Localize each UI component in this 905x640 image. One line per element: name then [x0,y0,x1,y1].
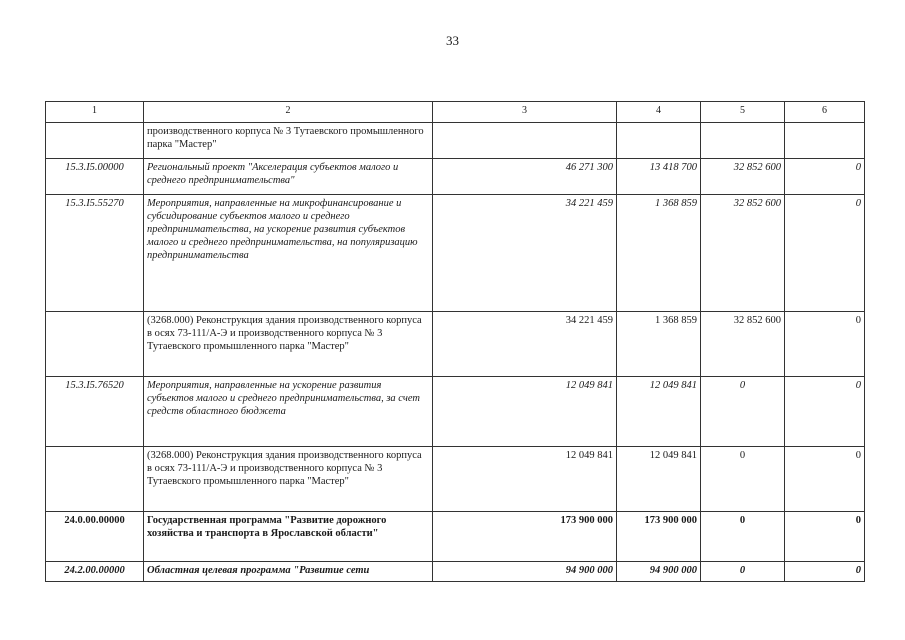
row-code: 24.0.00.00000 [46,512,144,562]
row-value-col4: 94 900 000 [617,562,701,582]
row-description: (3268.000) Реконструкция здания производственного корпуса в осях 73-111/А-Э и производственного корпуса № 3 Тутаевского промышленного парка "Мастер" [144,447,433,512]
row-value-col5: 32 852 600 [701,159,785,195]
row-code [46,312,144,377]
row-value-col5: 0 [701,447,785,512]
row-value-col5: 32 852 600 [701,195,785,312]
row-code: 24.2.00.00000 [46,562,144,582]
row-code [46,447,144,512]
row-value-col4: 1 368 859 [617,195,701,312]
row-value-col6 [785,123,865,159]
row-value-col5: 0 [701,377,785,447]
row-value-col6: 0 [785,512,865,562]
row-code: 15.3.I5.00000 [46,159,144,195]
row-value-col3: 46 271 300 [433,159,617,195]
table-row [46,195,865,312]
row-value-col6: 0 [785,159,865,195]
row-value-col5: 32 852 600 [701,312,785,377]
column-header: 4 [617,102,701,123]
table-row [46,377,865,447]
table-row [46,123,865,159]
row-code: 15.3.I5.55270 [46,195,144,312]
row-description: Региональный проект "Акселерация субъектов малого и среднего предпринимательства" [144,159,433,195]
column-header: 6 [785,102,865,123]
row-description: Мероприятия, направленные на ускорение развития субъектов малого и среднего предпринимательства, за счет средств областного бюджета [144,377,433,447]
column-header: 3 [433,102,617,123]
table-row [46,562,865,582]
row-value-col6: 0 [785,195,865,312]
row-description: Областная целевая программа "Развитие сети [144,562,433,582]
row-value-col3: 173 900 000 [433,512,617,562]
table-header-row [46,102,865,123]
row-value-col4: 173 900 000 [617,512,701,562]
row-value-col6: 0 [785,312,865,377]
row-description: Государственная программа "Развитие дорожного хозяйства и транспорта в Ярославской области" [144,512,433,562]
row-value-col4: 1 368 859 [617,312,701,377]
budget-table [45,101,865,582]
row-code [46,123,144,159]
row-value-col3: 34 221 459 [433,312,617,377]
row-value-col4: 12 049 841 [617,377,701,447]
row-value-col6: 0 [785,447,865,512]
row-value-col6: 0 [785,562,865,582]
row-value-col4 [617,123,701,159]
column-header: 2 [144,102,433,123]
table-row [46,512,865,562]
row-value-col4: 13 418 700 [617,159,701,195]
row-value-col4: 12 049 841 [617,447,701,512]
row-value-col5 [701,123,785,159]
row-value-col3 [433,123,617,159]
page-number: 33 [446,33,459,48]
row-value-col3: 12 049 841 [433,377,617,447]
row-description: производственного корпуса № 3 Тутаевского промышленного парка "Мастер" [144,123,433,159]
table-row [46,447,865,512]
column-header: 5 [701,102,785,123]
row-value-col3: 12 049 841 [433,447,617,512]
row-value-col3: 94 900 000 [433,562,617,582]
table-row [46,312,865,377]
row-code: 15.3.I5.76520 [46,377,144,447]
row-value-col6: 0 [785,377,865,447]
table-row [46,159,865,195]
row-value-col3: 34 221 459 [433,195,617,312]
row-value-col5: 0 [701,512,785,562]
row-description: Мероприятия, направленные на микрофинансирование и субсидирование субъектов малого и среднего предпринимательства, на ускорение развития субъектов малого и среднего предпринимательства, на популяризацию предпринимательства [144,195,433,312]
row-value-col5: 0 [701,562,785,582]
column-header: 1 [46,102,144,123]
row-description: (3268.000) Реконструкция здания производственного корпуса в осях 73-111/А-Э и производственного корпуса № 3 Тутаевского промышленного парка "Мастер" [144,312,433,377]
